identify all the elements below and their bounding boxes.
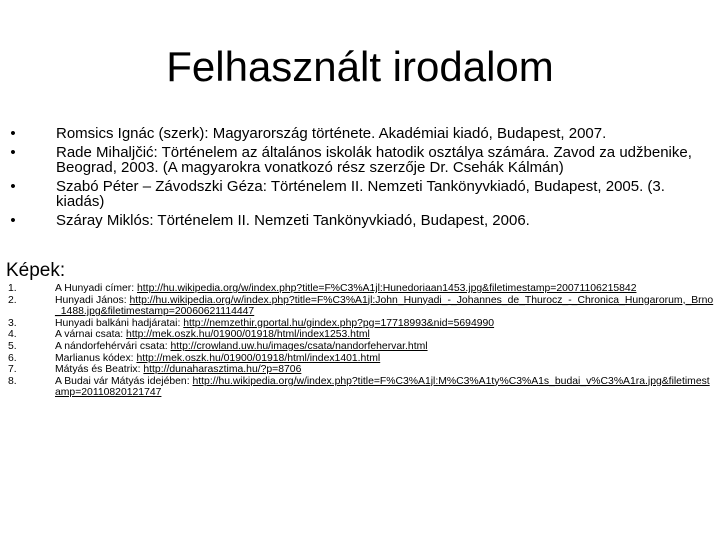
image-source-link[interactable]: http://crowland.uw.hu/images/csata/nandorfehervar.html xyxy=(170,340,428,352)
image-source-label: A Hunyadi címer: xyxy=(55,283,135,294)
image-sources-list xyxy=(8,283,714,399)
image-source-link[interactable]: http://nemzethir.gportal.hu/gindex.php?pg=17718993&nid=5694990 xyxy=(183,317,495,329)
bibliography-list xyxy=(8,126,712,231)
image-source-label: A nándorfehérvári csata: xyxy=(55,340,168,352)
images-heading: Képek: xyxy=(6,260,66,281)
image-source-link[interactable]: http://hu.wikipedia.org/w/index.php?title=F%C3%A1jl:M%C3%A1ty%C3%A1s_budai_v%C3%A1ra.jpg&filetimestamp=20110820121747 xyxy=(55,375,710,399)
item-number: 3. xyxy=(8,317,17,329)
bullet-icon: • xyxy=(10,177,16,195)
image-source-label: Mátyás és Beatrix: xyxy=(55,364,141,376)
image-source-label: Hunyadi balkáni hadjáratai: xyxy=(55,317,181,329)
bullet-icon: • xyxy=(10,211,16,229)
image-source-link[interactable]: http://hu.wikipedia.org/w/index.php?title=F%C3%A1jl:John_Hunyadi_-_Johannes_de_Thurocz_-_Chronica_Hungarorum,_Brno_1488.jpg&filetimestamp=20060621114447 xyxy=(55,294,714,318)
image-source-link[interactable]: http://hu.wikipedia.org/w/index.php?title=F%C3%A1jl:Hunedoriaan1453.jpg&filetimestamp=20071106215842 xyxy=(137,283,637,294)
bibliography-text: Száray Miklós: Történelem II. Nemzeti Tankönyvkiadó, Budapest, 2006. xyxy=(56,211,530,229)
item-number: 4. xyxy=(8,329,17,341)
bibliography-item xyxy=(8,126,712,142)
item-number: 2. xyxy=(8,294,17,306)
image-source-label: Marlianus kódex: xyxy=(55,352,134,364)
image-source-item xyxy=(8,353,714,365)
image-source-item xyxy=(8,329,714,341)
bullet-icon: • xyxy=(10,125,16,142)
page-title: Felhasznált irodalom xyxy=(166,43,554,90)
image-source-label: A várnai csata: xyxy=(55,329,124,341)
bibliography-text: Romsics Ignác (szerk): Magyarország története. Akadémiai kiadó, Budapest, 2007. xyxy=(56,125,607,142)
image-source-item xyxy=(8,376,714,399)
image-source-label: A Budai vár Mátyás idejében: xyxy=(55,375,190,387)
item-number: 6. xyxy=(8,352,17,364)
image-source-item xyxy=(8,341,714,353)
image-source-link[interactable]: http://mek.oszk.hu/01900/01918/html/index1401.html xyxy=(136,352,381,364)
bibliography-item xyxy=(8,179,712,210)
bibliography-item xyxy=(8,213,712,229)
item-number: 5. xyxy=(8,340,17,352)
image-source-link[interactable]: http://dunaharasztima.hu/?p=8706 xyxy=(143,364,302,376)
image-source-item xyxy=(8,283,714,295)
bibliography-text: Rade Mihaljčić: Történelem az általános iskolák hatodik osztálya számára. Zavod za udžbenike, Beograd, 2003. (A magyarokra vonatkozó rész szerzője Dr. Csehák Kálmán) xyxy=(56,143,692,176)
item-number: 1. xyxy=(8,283,17,294)
bibliography-item xyxy=(8,145,712,176)
image-source-link[interactable]: http://mek.oszk.hu/01900/01918/html/index1253.html xyxy=(126,329,370,341)
image-source-label: Hunyadi János: xyxy=(55,294,127,306)
image-source-item xyxy=(8,295,714,318)
image-source-item xyxy=(8,318,714,330)
item-number: 7. xyxy=(8,364,17,376)
item-number: 8. xyxy=(8,375,17,387)
image-source-item xyxy=(8,364,714,376)
bibliography-text: Szabó Péter – Závodszki Géza: Történelem II. Nemzeti Tankönyvkiadó, Budapest, 2005. (3. kiadás) xyxy=(56,177,665,210)
bullet-icon: • xyxy=(10,143,16,161)
